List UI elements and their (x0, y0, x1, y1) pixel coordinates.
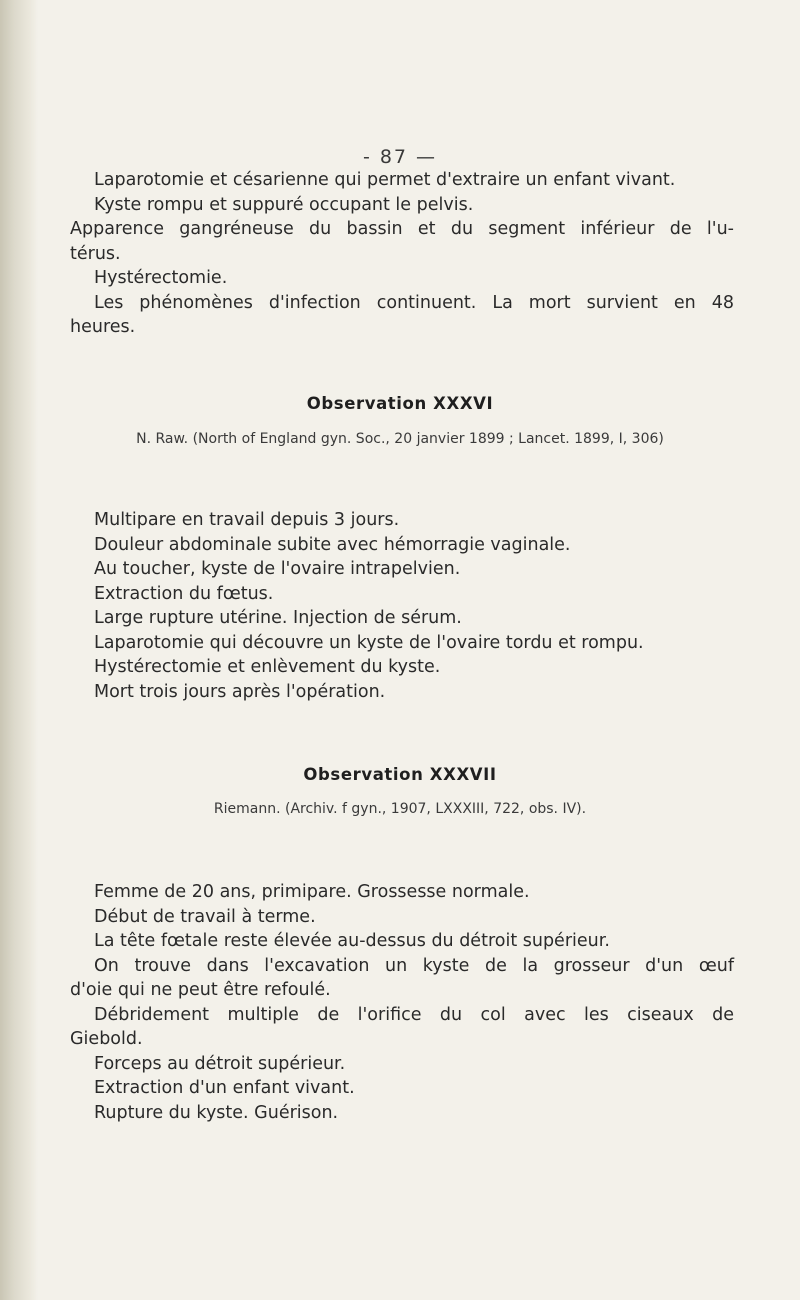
observation-37-body (70, 880, 734, 1125)
text-line: Laparotomie et césarienne qui permet d'extraire un enfant vivant. (94, 170, 676, 190)
observation-36-citation: N. Raw. (North of England gyn. Soc., 20 janvier 1899 ; Lancet. 1899, I, 306) (136, 431, 664, 447)
text-line: Début de travail à terme. (94, 906, 316, 927)
observation-37-citation: Riemann. (Archiv. f gyn., 1907, LXXXIII, 722, obs. IV). (213, 801, 587, 817)
text-line: Apparence gangréneuse du bassin et du segment inférieur de l'u- (70, 219, 734, 239)
page-number: - 87 — (362, 146, 438, 168)
text-line: Au toucher, kyste de l'ovaire intrapelvien. (94, 559, 461, 579)
text-line: Extraction d'un enfant vivant. (94, 1078, 355, 1098)
text-line: Les phénomènes d'infection continuent. La mort survient en 48 (94, 292, 734, 313)
text-line: térus. (70, 243, 121, 264)
text-line: La tête fœtale reste élevée au-dessus du détroit supérieur. (94, 931, 610, 951)
text-line: Douleur abdominale subite avec hémorragie vaginale. (94, 534, 571, 555)
observation-36-title: Observation XXXVI (306, 394, 494, 413)
text-line: Femme de 20 ans, primipare. Grossesse normale. (94, 882, 530, 902)
text-line: Hystérectomie. (94, 268, 228, 288)
text-line: Kyste rompu et suppuré occupant le pelvis. (94, 194, 474, 215)
text-line: Rupture du kyste. Guérison. (94, 1102, 339, 1123)
observation-36-body (94, 508, 734, 704)
page-binding-edge (0, 0, 38, 1300)
text-line: Forceps au détroit supérieur. (94, 1053, 346, 1074)
text-line: Débridement multiple de l'orifice du col avec les ciseaux de (94, 1004, 734, 1025)
text-line: On trouve dans l'excavation un kyste de la grosseur d'un œuf (94, 955, 734, 976)
intro-paragraph (70, 168, 734, 340)
observation-37-title: Observation XXXVII (303, 765, 497, 784)
text-line: heures. (70, 317, 136, 337)
text-line: Extraction du fœtus. (94, 583, 274, 604)
text-line: Multipare en travail depuis 3 jours. (94, 510, 400, 530)
text-line: Laparotomie qui découvre un kyste de l'ovaire tordu et rompu. (94, 632, 644, 653)
text-line: Large rupture utérine. Injection de sérum. (94, 608, 462, 628)
text-line: Mort trois jours après l'opération. (94, 681, 386, 702)
text-line: Giebold. (70, 1029, 143, 1049)
text-line: d'oie qui ne peut être refoulé. (70, 980, 331, 1000)
text-line: Hystérectomie et enlèvement du kyste. (94, 657, 441, 677)
